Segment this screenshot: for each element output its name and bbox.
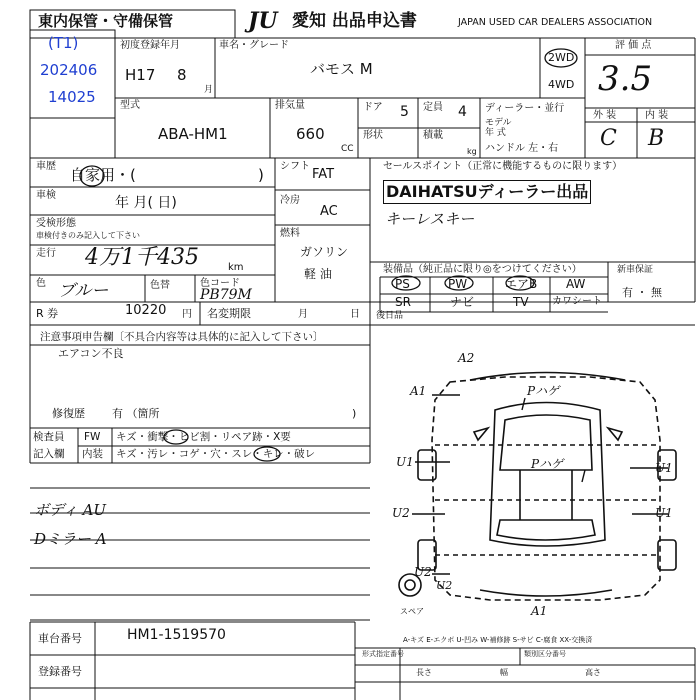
first-reg-month: 8 [177,66,187,84]
load-label: 積載 [423,130,443,141]
inspection-value: 年 月( 日) [115,195,177,211]
shift-value: FAT [312,167,335,182]
spare-tire-label: スペア [400,607,424,616]
mark-front: A2 [458,351,475,365]
auction-sheet: 東内保管・守備保管 JU 愛知 出品申込書 JAPAN USED CAR DEALERS ASSOCIATION (T1) 202406 14025 初度登録年月 H17 8 月 車名・グレード バモス M 2WD 4WD 評 価 点 3.5 型式 ABA-HM1 排気量 660 CC ドア 5 定員 4 形状 積載 kg ディーラー・並行 モデル 年 式 ハンドル 左・右 外 装 内 装 C B 車歴 自家用・( ) 車検 年 月( 日) 受検形態 車検付きのみ記入して下さい 走行 4万1千435 km 色 ブルー 色替 色コード PB79M シフト FAT 冷房 AC 燃料 ガソリン 軽 油 セールスポイント（正常に機能するものに限ります） DAIHATSUディーラー出品 キーレスキー 装備品（純正品に限り◎をつけてください） PS PW エアB AW SR ナビ TV カワシート 新車保証 有 ・ 無 R 券 10220 円 名変期限 月 日 後日品 注意事項申告欄〔不具合内容等は具体的に記入して下さい〕 エアコン不良 修復歴 有 （箇所 ) 検査員 記入欄 FW キズ・衝撃・ヒビ割・リペア跡・X要 内装 キズ・汚レ・コゲ・穴・スレ・キレ・破レ ボディ AU Dミラー A A2 A1 Pハゲ Pハゲ U1 U1 U2 U1 U2 A1 U2 スペア A-キズ E-エクボ U-凹み W-補修跡 S-サビ C-腐食 XX-交換済 車台番号 HM1-1519570 登録番号 形式指定番号 類別区分番号 長さ 幅 高さ [0,0,700,700]
car-diagram [399,373,676,601]
car-name-label: 車名・グレード [219,40,289,51]
selling-point-keyless: キーレスキー [385,210,475,228]
inspection-label: 車検 [36,190,56,201]
displacement-unit: CC [341,144,354,154]
deadline-month: 月 [298,309,308,320]
equipment-ps: PS [395,277,410,291]
color-value: ブルー [58,281,109,301]
lot-date: 202406 [40,61,98,79]
load-unit: kg [467,147,477,156]
usage-label: 車歴 [36,161,56,172]
car-name: バモス M [310,60,373,78]
inspection-row2: キズ・汚レ・コゲ・穴・スレ・キレ・破レ [116,448,316,460]
equipment-leather-seat: カワシート [552,296,602,307]
dim-width: 幅 [500,668,508,677]
exterior-grade: C [600,126,617,151]
r-ticket-label: R 券 [36,307,59,320]
fuel-diesel: 軽 油 [304,267,332,281]
repair-history-label: 修復歴 [52,407,85,420]
usage-value: 自家用・( [70,166,136,184]
form-title: 愛知 出品申込書 [292,11,417,31]
shift-label: シフト [280,161,310,172]
mark-rear: A1 [531,604,548,618]
lot-code: (T1) [48,34,79,52]
mark-left-rear-door: U2 [392,506,410,520]
mark-left-rear: U2 [414,565,432,579]
dim-height: 高さ [585,668,601,677]
inspection-type-label: 受検形態 [36,218,76,229]
mark-left-front-door: U1 [396,455,414,469]
score-label: 評 価 点 [615,40,652,51]
shape-label: 形状 [363,130,383,141]
storage-stamp: 東内保管・守備保管 [38,12,174,30]
model-year-label: モデル [485,118,512,128]
dim-length: 長さ [416,668,432,677]
model-label: 型式 [120,100,140,111]
damage-legend: A-キズ E-エクボ U-凹み W-補修跡 S-サビ C-腐食 XX-交換済 [403,636,593,644]
capacity-value: 4 [458,104,467,120]
repair-history-value: 有 （箇所 [112,407,160,420]
equipment-label: 装備品（純正品に限り◎をつけてください） [383,264,582,275]
r-ticket-value: 10220 [125,303,167,318]
new-car-warranty-value: 有 ・ 無 [622,286,662,299]
selling-points-label: セールスポイント（正常に機能するものに限ります） [383,161,623,172]
color-code-label: 色コード [200,278,240,289]
equipment-pw: PW [448,277,468,291]
interior-grade-label: 内 装 [645,110,669,121]
class-number-label: 類別区分番号 [524,650,566,658]
equipment-aw: AW [566,277,586,291]
selling-point-dealer: DAIHATSUディーラー出品 [383,180,591,204]
inspection-row1-prefix: FW [84,431,101,443]
mileage-value: 4万1千435 [85,245,199,270]
model-value: ABA-HM1 [158,125,228,143]
exterior-grade-label: 外 装 [593,110,617,121]
new-car-warranty-label: 新車保証 [617,265,654,275]
equipment-tv: TV [513,295,529,309]
handle-label: ハンドル 左・右 [485,143,559,154]
drive-2wd: 2WD [548,51,575,64]
ac-value: AC [320,204,338,219]
inspection-row2-prefix: 内装 [82,448,103,460]
doors-value: 5 [400,104,409,120]
remark-mirror: Dミラー A [34,530,107,548]
color-label: 色 [36,278,46,289]
mark-right-rear-door: U1 [655,506,673,520]
mark-right-front-door: U1 [655,461,673,475]
form-number-label: 形式指定番号 [362,650,404,658]
mileage-label: 走行 [36,248,56,259]
displacement-value: 660 [296,125,325,143]
association-name: JAPAN USED CAR DEALERS ASSOCIATION [458,17,653,28]
year-label: 年 式 [485,128,506,138]
inspector-label: 検査員 [33,431,65,443]
notes-label: 注意事項申告欄〔不具合内容等は具体的に記入して下さい〕 [40,331,324,343]
dealer-label: ディーラー・並行 [485,103,565,114]
mileage-unit: km [228,262,244,273]
equipment-sr: SR [395,295,411,309]
deadline-day: 日 [350,309,360,320]
r-ticket-unit: 円 [182,309,192,320]
inspection-type-note: 車検付きのみ記入して下さい [36,231,140,240]
later-items-label: 後日品 [376,311,404,321]
inspection-row1: キズ・衝撃・ヒビ割・リペア跡・X要 [116,431,291,443]
mark-roof: Pハゲ [531,457,564,471]
fuel-gasoline: ガソリン [300,245,349,259]
deadline-label: 名変期限 [207,307,251,320]
displacement-label: 排気量 [275,100,305,111]
ac-label: 冷房 [280,195,300,206]
equipment-airbag: エアB [505,277,538,291]
color-code-value: PB79M [200,287,252,303]
drive-4wd: 4WD [548,78,575,91]
chassis-label: 車台番号 [38,632,82,645]
capacity-label: 定員 [423,102,443,113]
interior-grade: B [648,126,665,151]
entry-label: 記入欄 [33,448,65,460]
month-unit: 月 [204,85,214,95]
mark-roof-front: Pハゲ [527,384,560,398]
doors-label: ドア [363,102,383,113]
equipment-navi: ナビ [450,295,475,309]
first-reg-label: 初度登録年月 [120,40,180,51]
ju-logo: JU [248,8,278,34]
first-reg-era: H17 [125,66,156,84]
mark-rear-left-2: U2 [436,579,453,592]
remark-body: ボディ AU [34,501,107,519]
fuel-label: 燃料 [280,228,300,239]
chassis-number: HM1-1519570 [127,627,226,643]
color-change-label: 色替 [150,280,170,291]
score-value: 3.5 [598,59,653,99]
lot-number: 14025 [48,88,96,106]
registration-label: 登録番号 [38,665,82,678]
mark-front-left: A1 [410,384,427,398]
notes-line1: エアコン不良 [58,347,124,360]
